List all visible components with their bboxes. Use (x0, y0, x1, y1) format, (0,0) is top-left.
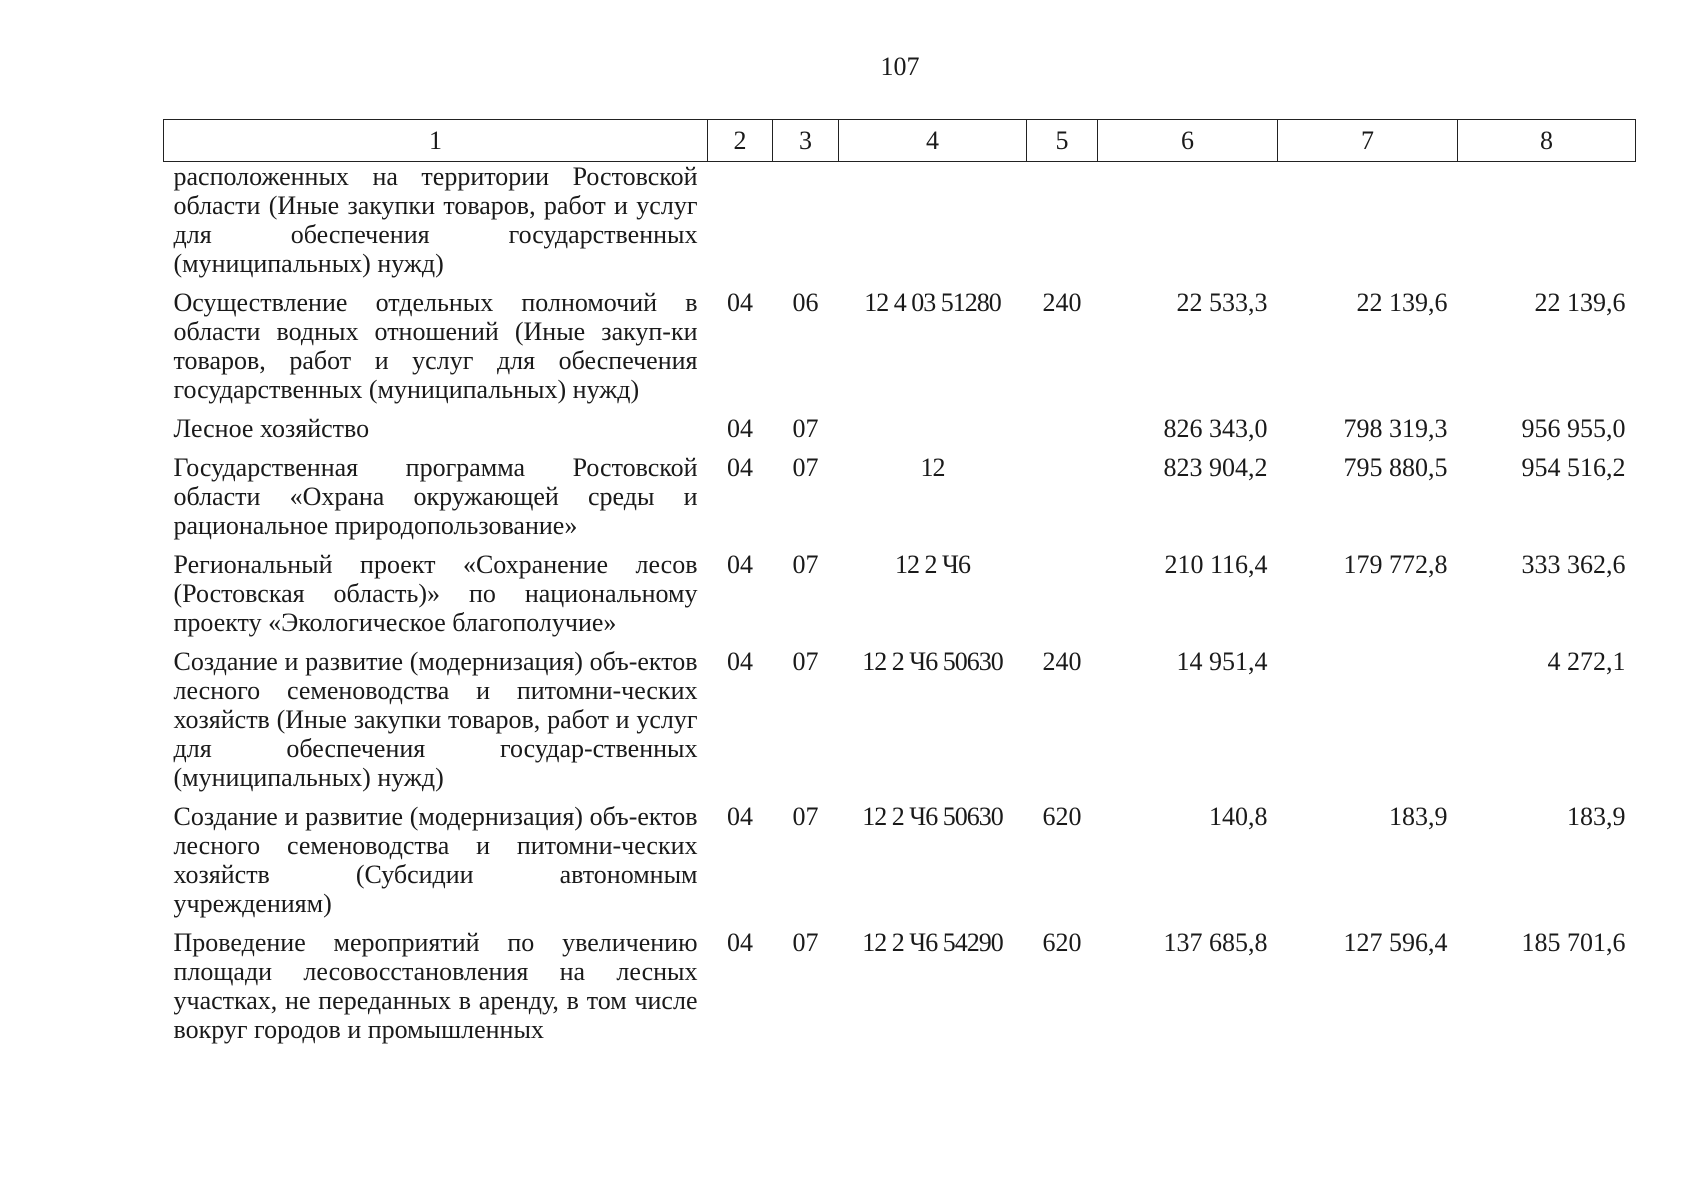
cell-expense-type: 240 (1042, 288, 1082, 317)
cell-amount-col6: 826 343,0 (1163, 414, 1268, 443)
cell-expense-type (1027, 550, 1098, 647)
cell-subsection: 07 (792, 414, 819, 443)
cell-subsection (773, 162, 839, 289)
table-body (164, 162, 1636, 1055)
table-row (164, 414, 1636, 453)
cell-name: Создание и развитие (модернизация) объ-ектов лесного семеноводства и питомни-ческих хозяйств (Субсидии автономным учреждениям) (173, 802, 698, 918)
cell-amount-col8: 4 272,1 (1547, 647, 1626, 676)
cell-name: расположенных на территории Ростовской области (Иные закупки товаров, работ и услуг для обеспечения государственных (муниципальных) нужд) (173, 162, 698, 278)
cell-amount-col6: 210 116,4 (1164, 550, 1268, 579)
cell-name: Осуществление отдельных полномочий в области водных отношений (Иные закуп-ки товаров, работ и услуг для обеспечения государственных (муниципальных) нужд) (173, 288, 698, 404)
cell-section: 04 (727, 928, 753, 957)
cell-name: Лесное хозяйство (173, 414, 370, 443)
cell-amount-col7: 183,9 (1389, 802, 1448, 831)
cell-amount-col6: 22 533,3 (1176, 288, 1268, 317)
cell-section: 04 (727, 647, 753, 676)
cell-name: Проведение мероприятий по увеличению площади лесовосстановления на лесных участках, не переданных в аренду, в том числе вокруг городов и промышленных (173, 928, 698, 1044)
table-row (164, 162, 1636, 289)
cell-target-article: 12 4 03 51280 (864, 288, 1001, 317)
cell-name: Региональный проект «Сохранение лесов (Ростовская область)» по национальному проекту «Экологическое благополучие» (173, 550, 698, 637)
cell-amount-col6: 140,8 (1209, 802, 1268, 831)
cell-amount-col6 (1098, 162, 1278, 289)
cell-amount-col7: 179 772,8 (1343, 550, 1448, 579)
header-col-3: 3 (773, 120, 839, 162)
cell-section: 04 (727, 453, 753, 482)
cell-expense-type: 620 (1042, 802, 1082, 831)
cell-subsection: 07 (792, 647, 819, 676)
header-col-5: 5 (1027, 120, 1098, 162)
cell-amount-col7: 798 319,3 (1343, 414, 1448, 443)
cell-section (708, 162, 773, 289)
budget-table (163, 119, 1636, 1054)
header-col-4: 4 (839, 120, 1027, 162)
cell-amount-col7: 127 596,4 (1343, 928, 1448, 957)
cell-section: 04 (727, 414, 753, 443)
header-col-7: 7 (1278, 120, 1458, 162)
cell-subsection: 07 (792, 550, 819, 579)
cell-amount-col7: 795 880,5 (1343, 453, 1448, 482)
page-number: 107 (880, 52, 920, 81)
cell-amount-col8: 22 139,6 (1534, 288, 1626, 317)
cell-amount-col8: 954 516,2 (1521, 453, 1626, 482)
table-row (164, 288, 1636, 414)
header-col-8: 8 (1458, 120, 1636, 162)
cell-target-article (839, 162, 1027, 289)
cell-expense-type: 620 (1042, 928, 1082, 957)
cell-amount-col8: 185 701,6 (1521, 928, 1626, 957)
cell-expense-type (1027, 414, 1098, 453)
cell-amount-col6: 137 685,8 (1163, 928, 1268, 957)
cell-subsection: 07 (792, 453, 819, 482)
cell-target-article: 12 2 Ч6 54290 (862, 928, 1003, 957)
table-row (164, 802, 1636, 928)
cell-amount-col6: 14 951,4 (1176, 647, 1268, 676)
cell-amount-col8: 183,9 (1567, 802, 1626, 831)
cell-expense-type (1027, 162, 1098, 289)
cell-amount-col6: 823 904,2 (1163, 453, 1268, 482)
header-col-6: 6 (1098, 120, 1278, 162)
header-col-1: 1 (164, 120, 708, 162)
cell-subsection: 07 (792, 928, 819, 957)
header-col-2: 2 (708, 120, 773, 162)
cell-amount-col7 (1278, 647, 1458, 802)
cell-section: 04 (727, 802, 753, 831)
cell-expense-type: 240 (1042, 647, 1082, 676)
cell-amount-col8 (1458, 162, 1636, 289)
cell-amount-col7: 22 139,6 (1356, 288, 1448, 317)
cell-amount-col8: 956 955,0 (1521, 414, 1626, 443)
cell-subsection: 06 (792, 288, 819, 317)
cell-target-article: 12 2 Ч6 50630 (862, 802, 1003, 831)
table-row (164, 453, 1636, 550)
table-row (164, 928, 1636, 1054)
cell-name: Создание и развитие (модернизация) объ-ектов лесного семеноводства и питомни-ческих хозяйств (Иные закупки товаров, работ и услуг для обеспечения государ-ственных (муниципальных) нужд) (173, 647, 698, 792)
cell-target-article (839, 414, 1027, 453)
cell-target-article: 12 2 Ч6 50630 (862, 647, 1003, 676)
cell-section: 04 (727, 550, 753, 579)
cell-amount-col8: 333 362,6 (1521, 550, 1626, 579)
cell-amount-col7 (1278, 162, 1458, 289)
cell-target-article: 12 2 Ч6 (895, 550, 970, 579)
cell-target-article: 12 (920, 453, 945, 482)
table-row (164, 550, 1636, 647)
cell-name: Государственная программа Ростовской области «Охрана окружающей среды и рациональное природопользование» (173, 453, 698, 540)
cell-section: 04 (727, 288, 753, 317)
table-row (164, 647, 1636, 802)
table-header (164, 120, 1636, 162)
cell-expense-type (1027, 453, 1098, 550)
header-row (164, 120, 1636, 162)
cell-subsection: 07 (792, 802, 819, 831)
